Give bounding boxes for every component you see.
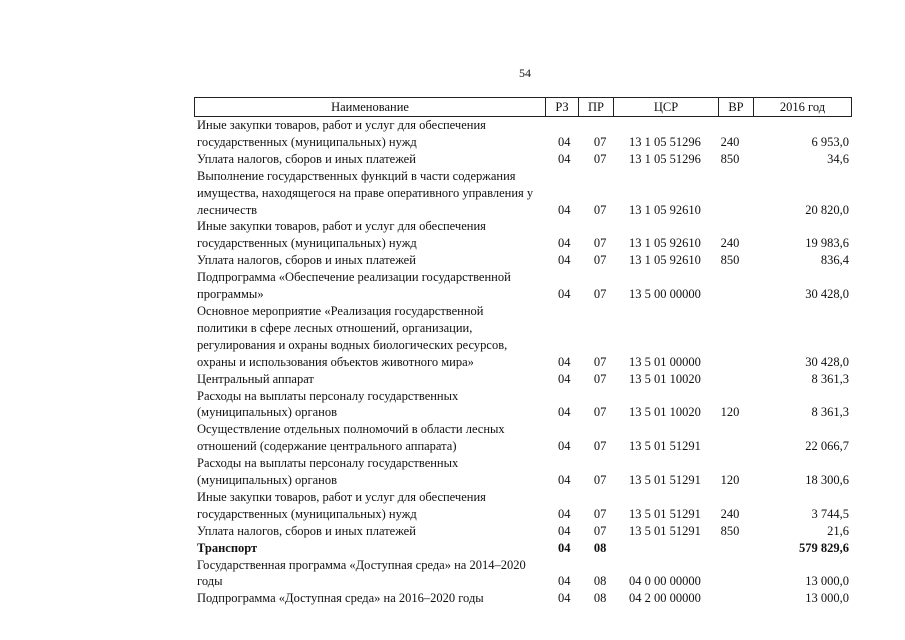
row-vr: 240	[720, 506, 740, 521]
row-name-line: Выполнение государственных функций в части содержания	[197, 168, 516, 183]
row-pr: 07	[593, 371, 607, 386]
row-rz: 04	[558, 236, 571, 251]
page-number: 54	[519, 66, 531, 80]
row-name-line: охраны и использования объектов животного мира»	[197, 354, 474, 369]
row-pr: 08	[593, 591, 607, 606]
row-name-line: Иные закупки товаров, работ и услуг для обеспечения	[197, 219, 486, 234]
table-row	[194, 489, 849, 523]
row-csr: 04 0 00 00000	[629, 574, 701, 589]
row-vr: 850	[720, 151, 740, 166]
row-name-line: Подпрограмма «Доступная среда» на 2016–2020 годы	[197, 591, 484, 606]
row-rz: 04	[558, 287, 571, 302]
row-name-line: Иные закупки товаров, работ и услуг для обеспечения	[197, 489, 486, 504]
row-vr: 850	[720, 253, 740, 268]
row-name	[194, 489, 545, 523]
row-pr: 07	[593, 202, 607, 217]
row-rz: 04	[558, 253, 571, 268]
header-rz: РЗ	[546, 98, 579, 116]
row-name	[194, 168, 545, 219]
row-rz: 04	[558, 540, 571, 555]
row-name-line: Центральный аппарат	[197, 371, 314, 386]
row-vr: 240	[720, 236, 740, 251]
row-name-line: государственных (муниципальных) нужд	[197, 506, 417, 521]
row-name-line: Государственная программа «Доступная среда» на 2014–2020	[197, 557, 526, 572]
row-rz: 04	[558, 202, 571, 217]
row-csr: 13 5 01 10020	[629, 371, 701, 386]
row-name	[194, 388, 545, 422]
row-vr: 850	[720, 523, 740, 538]
row-csr: 04 2 00 00000	[629, 591, 701, 606]
row-name	[194, 590, 545, 607]
row-name-line: Расходы на выплаты персоналу государственных	[197, 456, 459, 471]
row-csr: 13 1 05 92610	[629, 253, 701, 268]
row-vr: 120	[720, 473, 740, 488]
row-name-line: регулирования и охраны водных биологических ресурсов,	[197, 337, 508, 352]
row-csr: 13 5 01 51291	[629, 439, 701, 454]
row-csr: 13 1 05 92610	[629, 236, 701, 251]
row-csr: 13 5 01 51291	[629, 506, 701, 521]
row-amount: 34,6	[827, 151, 850, 166]
row-csr: 13 5 01 51291	[629, 473, 701, 488]
row-rz: 04	[558, 354, 571, 369]
row-rz: 04	[558, 506, 571, 521]
row-pr: 07	[593, 439, 607, 454]
row-vr: 240	[720, 134, 740, 149]
row-csr: 13 5 01 51291	[629, 523, 701, 538]
row-pr: 07	[593, 134, 607, 149]
row-pr: 07	[593, 236, 607, 251]
table-row	[194, 590, 849, 607]
header-csr: ЦСР	[614, 98, 719, 116]
table-header	[194, 97, 852, 117]
row-name-line: государственных (муниципальных) нужд	[197, 236, 417, 251]
table-row	[194, 303, 849, 371]
row-csr: 13 5 01 00000	[629, 354, 701, 369]
row-amount: 13 000,0	[805, 574, 850, 589]
row-name-line: Транспорт	[197, 540, 258, 555]
row-rz: 04	[558, 439, 571, 454]
row-name-line: отношений (содержание центрального аппарата)	[197, 439, 457, 454]
row-name-line: Основное мероприятие «Реализация государственной	[197, 303, 484, 318]
header-year: 2016 год	[779, 99, 826, 114]
row-name-line: Подпрограмма «Обеспечение реализации государственной	[197, 270, 511, 285]
row-rz: 04	[558, 405, 571, 420]
row-amount: 20 820,0	[805, 202, 850, 217]
row-amount: 30 428,0	[805, 287, 850, 302]
row-name-line: Иные закупки товаров, работ и услуг для обеспечения	[197, 118, 486, 132]
row-amount: 6 953,0	[811, 134, 850, 149]
row-csr: 13 1 05 51296	[629, 151, 701, 166]
table-row	[194, 168, 849, 219]
row-pr: 07	[593, 287, 607, 302]
header-vr: ВР	[719, 98, 754, 116]
table-row	[194, 388, 849, 422]
row-amount: 19 983,6	[805, 236, 850, 251]
row-amount: 836,4	[820, 253, 850, 268]
row-vr: 120	[720, 405, 740, 420]
row-name-line: программы»	[197, 287, 264, 302]
row-rz: 04	[558, 371, 571, 386]
row-name-line: государственных (муниципальных) нужд	[197, 134, 417, 149]
row-csr: 13 5 00 00000	[629, 287, 701, 302]
row-name	[194, 117, 545, 151]
row-name	[194, 269, 545, 303]
row-name-line: годы	[197, 574, 223, 589]
row-name	[194, 421, 545, 455]
table-row	[194, 151, 849, 168]
row-rz: 04	[558, 151, 571, 166]
row-pr: 07	[593, 253, 607, 268]
row-amount: 13 000,0	[805, 591, 850, 606]
table-row	[194, 371, 849, 388]
header-pr: ПР	[579, 98, 614, 116]
table-row	[194, 252, 849, 269]
row-name-line: имущества, находящегося на праве оперативного управления у	[197, 185, 534, 200]
row-name-line: Расходы на выплаты персоналу государственных	[197, 388, 459, 403]
table-row	[194, 540, 849, 557]
table-body	[194, 117, 849, 607]
row-name	[194, 218, 545, 252]
row-name	[194, 455, 545, 489]
table-row	[194, 117, 849, 151]
table-row	[194, 218, 849, 252]
row-rz: 04	[558, 591, 571, 606]
row-name	[194, 557, 545, 591]
row-rz: 04	[558, 473, 571, 488]
row-pr: 07	[593, 405, 607, 420]
row-pr: 08	[593, 540, 607, 555]
row-name	[194, 371, 545, 388]
row-amount: 3 744,5	[811, 506, 850, 521]
row-pr: 08	[593, 574, 607, 589]
row-amount: 22 066,7	[805, 439, 850, 454]
row-amount: 21,6	[827, 523, 850, 538]
row-name-line: (муниципальных) органов	[197, 473, 338, 488]
table-row	[194, 421, 849, 455]
row-name	[194, 540, 545, 557]
row-rz: 04	[558, 134, 571, 149]
row-amount: 8 361,3	[811, 405, 850, 420]
row-amount: 18 300,6	[805, 473, 850, 488]
row-amount: 579 829,6	[799, 540, 850, 555]
row-rz: 04	[558, 523, 571, 538]
row-amount: 8 361,3	[811, 371, 850, 386]
row-name-line: (муниципальных) органов	[197, 405, 338, 420]
row-name	[194, 523, 545, 540]
row-pr: 07	[593, 506, 607, 521]
row-pr: 07	[593, 523, 607, 538]
row-csr: 13 5 01 10020	[629, 405, 701, 420]
table-row	[194, 455, 849, 489]
row-rz: 04	[558, 574, 571, 589]
row-amount: 30 428,0	[805, 354, 850, 369]
row-name-line: политики в сфере лесных отношений, организации,	[197, 320, 473, 335]
header-name: Наименование	[195, 98, 546, 116]
row-name-line: Уплата налогов, сборов и иных платежей	[197, 523, 416, 538]
row-name	[194, 303, 545, 371]
row-pr: 07	[593, 151, 607, 166]
row-name	[194, 252, 545, 269]
table-row	[194, 557, 849, 591]
row-name	[194, 151, 545, 168]
row-csr: 13 1 05 51296	[629, 134, 701, 149]
table-row	[194, 523, 849, 540]
table-row	[194, 269, 849, 303]
row-csr: 13 1 05 92610	[629, 202, 701, 217]
row-name-line: Уплата налогов, сборов и иных платежей	[197, 151, 416, 166]
row-pr: 07	[593, 473, 607, 488]
row-name-line: Уплата налогов, сборов и иных платежей	[197, 253, 416, 268]
row-name-line: лесничеств	[197, 202, 258, 217]
row-name-line: Осуществление отдельных полномочий в области лесных	[197, 422, 505, 437]
row-pr: 07	[593, 354, 607, 369]
